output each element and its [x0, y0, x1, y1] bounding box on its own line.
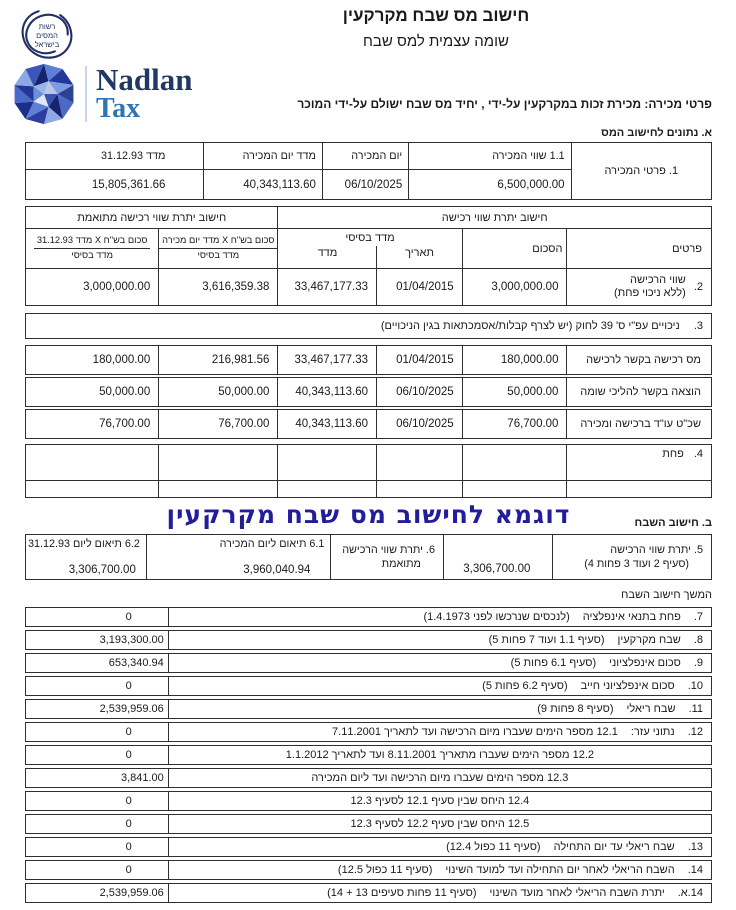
- deduction-date: 06/10/2025: [376, 378, 462, 406]
- row-number: 7.: [693, 611, 703, 623]
- empty-cell: [376, 481, 462, 497]
- fraction-denominator-93: מדד בסיסי: [71, 250, 113, 260]
- row-note: (סעיף 1.1 ועוד 7 פחות 5): [488, 634, 605, 646]
- item62-header: 6.2 תיאום ליום 31.12.93: [27, 538, 140, 550]
- row-label: פחת בתנאי אינפלציה: [582, 611, 681, 623]
- sale-date-column: [322, 143, 408, 199]
- authority-logo-line2: המסים: [36, 31, 58, 40]
- adjusted-sale-day-header: [158, 229, 277, 268]
- deduction-label: שכ"ט עו"ד ברכישה ומכירה: [566, 410, 711, 438]
- deduction-row-assessment-expense: [25, 377, 712, 407]
- row-value: 653,340.94: [108, 657, 164, 669]
- adjusted-93-header: [26, 229, 158, 268]
- acquisition-value-table: [25, 206, 712, 306]
- row-value: 0: [125, 795, 132, 807]
- empty-cell: [566, 481, 711, 497]
- acquisition-amount: 3,000,000.00: [462, 269, 567, 305]
- sale-row-label-text: 1. פרטי המכירה: [604, 165, 679, 177]
- row-note: (סעיף 6.1 פחות 5): [510, 657, 597, 669]
- calc-row-12-2: [25, 745, 712, 765]
- row-number: 2.: [693, 281, 703, 293]
- section-a-heading: א. נתונים לחישוב המס: [601, 127, 712, 139]
- row-value: 3,193,300.00: [99, 634, 164, 646]
- item62-value: 3,306,700.00: [68, 564, 136, 576]
- deduction-index: 40,343,113.60: [277, 378, 376, 406]
- empty-cell: [158, 481, 277, 497]
- empty-cell: [462, 481, 567, 497]
- item5-line2: (סעיף 2 ועוד 3 פחות 4): [584, 558, 689, 570]
- deduction-index: 40,343,113.60: [277, 410, 376, 438]
- tax-authority-logo: [20, 5, 74, 68]
- column-header-row: [26, 229, 711, 269]
- calc-row-14: [25, 860, 712, 880]
- brand-name: Nadlan: [96, 62, 193, 98]
- row-note: (לנכסים שנרכשו לפני 1.4.1973): [423, 611, 570, 623]
- continuation-label: המשך חישוב השבח: [621, 589, 712, 601]
- row-label: נתוני עזר:: [630, 726, 675, 738]
- deduction-adjusted-sale-day: 50,000.00: [158, 378, 277, 406]
- empty-row: [26, 481, 711, 497]
- row-note: (סעיף 11 כפול 12.5): [337, 864, 433, 876]
- depreciation-row: [26, 445, 711, 481]
- row-number: 11.: [688, 703, 703, 715]
- row-label: סכום אינפלציוני חייב: [580, 680, 675, 692]
- document-body: [0, 142, 736, 903]
- row-note: 12.1 מספר הימים שעברו מיום הרכישה ועד לתאריך 7.11.2001: [332, 726, 618, 738]
- calc-row-11: [25, 699, 712, 719]
- row-value: 0: [125, 841, 132, 853]
- deduction-amount: 180,000.00: [462, 346, 567, 374]
- depreciation-label: [566, 445, 711, 480]
- item5-value: 3,306,700.00: [443, 535, 552, 579]
- row-label: שבח ריאלי עד יום התחילה: [553, 841, 675, 853]
- deduction-adjusted-sale-day: 216,981.56: [158, 346, 277, 374]
- acquisition-label-line2: (ללא ניכוי פחת): [613, 287, 686, 299]
- page-title: חישוב מס שבח מקרקעין: [342, 6, 530, 25]
- sale-details-table: [25, 142, 712, 200]
- empty-cell: [26, 481, 158, 497]
- watermark-example-title: דוגמא לחישוב מס שבח מקרקעין: [166, 500, 571, 529]
- sale-details-line: פרטי מכירה: מכירת זכות במקרקעין על-ידי , יחיד מס שבח ישולם על-ידי המוכר: [297, 97, 712, 111]
- acquisition-adjusted-93: 3,000,000.00: [83, 281, 151, 293]
- deduction-row-purchase-tax: [25, 345, 712, 375]
- calc-row-10: [25, 676, 712, 696]
- row-label: השבח הריאלי לאחר יום התחילה ועד למועד השינוי: [445, 864, 675, 876]
- empty-cell: [277, 445, 376, 480]
- deduction-adjusted-93: 50,000.00: [99, 386, 151, 398]
- index-93-column: [26, 143, 203, 199]
- deduction-row-legal-fees: [25, 409, 712, 439]
- deduction-date: 01/04/2015: [376, 346, 462, 374]
- calc-row-12-5: [25, 814, 712, 834]
- page-subtitle: שומה עצמית למס שבח: [363, 33, 509, 50]
- calc-row-12-4: [25, 791, 712, 811]
- row-value: 0: [125, 749, 132, 761]
- sale-date: 06/10/2025: [344, 178, 403, 191]
- row-label: 12.2 מספר הימים שעברו מתאריך 8.11.2001 ועד לתאריך 1.1.2012: [285, 749, 595, 761]
- sale-day-index-column: [203, 143, 322, 199]
- calc-row-7: [25, 607, 712, 627]
- calc-row-8: [25, 630, 712, 650]
- calc-row-9: [25, 653, 712, 673]
- deduction-date: 06/10/2025: [376, 410, 462, 438]
- row-value: 0: [125, 818, 132, 830]
- deduction-adjusted-93: 76,700.00: [99, 418, 151, 430]
- row-label: 12.4 היחס שבין סעיף 12.1 לסעיף 12.3: [350, 795, 530, 807]
- row-label: שבח מקרקעין: [617, 634, 681, 646]
- deductions-note: [25, 313, 712, 339]
- empty-cell: [26, 445, 158, 480]
- row-value: 2,539,959.06: [99, 703, 164, 715]
- row-number: 10.: [687, 680, 703, 692]
- item61-value: 3,960,040.94: [243, 564, 311, 576]
- section-b-heading: ב. חישוב השבח: [634, 517, 712, 529]
- calc-row-12: [25, 722, 712, 742]
- sale-date-header: יום המכירה: [323, 143, 408, 170]
- deduction-amount: 50,000.00: [462, 378, 567, 406]
- row-label: יתרת השבח הריאלי לאחר מועד השינוי: [489, 887, 665, 899]
- sale-value-header: 1.1 שווי המכירה: [409, 143, 570, 170]
- depreciation-table: [25, 444, 712, 498]
- calc-row-14a: [25, 883, 712, 903]
- row-number: 14.א.: [677, 887, 703, 899]
- row-value: 2,539,959.06: [99, 887, 164, 899]
- authority-logo-line1: רשות: [38, 22, 56, 31]
- depreciation-label-text: פחת: [662, 448, 684, 460]
- acquisition-row-label: [566, 269, 711, 305]
- deduction-adjusted-93: 180,000.00: [92, 354, 151, 366]
- empty-cell: [158, 445, 277, 480]
- row-value: 0: [125, 726, 132, 738]
- item6-line2: מתואמת: [381, 558, 421, 570]
- row-number: 4.: [693, 448, 703, 460]
- row-number: 3.: [693, 320, 703, 332]
- item62-cell: [26, 535, 146, 579]
- row-note: (סעיף 11 כפול 12.4): [446, 841, 541, 853]
- authority-logo-line3: בישראל: [34, 40, 60, 49]
- sale-day-index: 40,343,113.60: [243, 178, 316, 191]
- date-subheader: תאריך: [376, 246, 461, 268]
- group-header-acquisition: חישוב יתרת שווי רכישה: [277, 207, 711, 228]
- row-note: (סעיף 11 פחות סעיפים 13 + 14): [327, 887, 477, 899]
- item5-line1: יתרת שווי הרכישה: [610, 544, 691, 556]
- row-number: 5.: [693, 544, 703, 556]
- row-number: 9.: [693, 657, 703, 669]
- row-number: 14.: [687, 864, 703, 876]
- row-label: 12.5 היחס שבין סעיף 12.2 לסעיף 12.3: [350, 818, 530, 830]
- deduction-label: הוצאה בקשר להליכי שומה: [566, 378, 711, 406]
- brand-wordmark: [96, 62, 193, 124]
- sale-row-label: [571, 143, 711, 199]
- base-index-title: מדד בסיסי: [345, 231, 395, 244]
- amount-header: הסכום: [462, 229, 567, 268]
- acquisition-index: 33,467,177.33: [277, 269, 376, 305]
- deduction-index: 33,467,177.33: [277, 346, 376, 374]
- row-note: (סעיף 8 פחות 9): [537, 703, 614, 715]
- deductions-note-text: ניכויים עפ"י ס' 39 לחוק (יש לצרף קבלות/אסמכתאות בגין הניכויים): [380, 320, 680, 332]
- acquisition-label-line1: שווי הרכישה: [630, 274, 686, 286]
- row-value: 0: [125, 864, 132, 876]
- item5-label: [552, 535, 711, 579]
- index-93-value: 15,805,361.66: [91, 178, 166, 191]
- calc-row-13: [25, 837, 712, 857]
- group-header-adjusted: חישוב יתרת שווי רכישה מתואמת: [77, 211, 227, 224]
- appreciation-summary-table: [25, 534, 712, 580]
- watermark-strip: [25, 500, 712, 534]
- base-index-header: [277, 229, 461, 268]
- empty-cell: [376, 445, 462, 480]
- acquisition-row: [26, 269, 711, 305]
- details-header: פרטים: [566, 229, 711, 268]
- logo-divider: [85, 66, 87, 122]
- item6-label: [330, 535, 443, 579]
- document-header: [0, 0, 736, 142]
- item61-cell: [146, 535, 331, 579]
- row-label: שבח ריאלי: [626, 703, 676, 715]
- row-value: 3,841.00: [120, 772, 164, 784]
- deduction-amount: 76,700.00: [462, 410, 567, 438]
- fraction-denominator-sale: מדד בסיסי: [197, 250, 240, 260]
- fraction-numerator-sale: סכום בש"ח X מדד יום מכירה: [159, 235, 277, 249]
- row-number: 12.: [687, 726, 703, 738]
- item6-line1: 6. יתרת שווי הרכישה: [342, 544, 435, 556]
- sale-value-column: [408, 143, 570, 199]
- gem-icon: [12, 62, 76, 126]
- group-header-row: [26, 207, 711, 229]
- row-value: 0: [125, 680, 132, 692]
- index-subheader: מדד: [317, 247, 338, 259]
- row-label: 12.3 מספר הימים שעברו מיום הרכישה ועד ליום המכירה: [311, 772, 569, 784]
- empty-cell: [462, 445, 567, 480]
- tax-authority-swirl-icon: [20, 5, 74, 63]
- deduction-adjusted-sale-day: 76,700.00: [158, 410, 277, 438]
- deduction-label: מס רכישה בקשר לרכישה: [566, 346, 711, 374]
- index-93-header: מדד 31.12.93: [26, 143, 203, 170]
- sale-day-index-header: מדד יום המכירה: [204, 143, 322, 170]
- empty-cell: [277, 481, 376, 497]
- calc-row-12-3: [25, 768, 712, 788]
- title-block: [256, 6, 616, 50]
- sale-value: 6,500,000.00: [497, 178, 565, 191]
- row-label: סכום אינפלציוני: [609, 657, 681, 669]
- acquisition-adjusted-sale-day: 3,616,359.38: [158, 269, 277, 305]
- row-number: 13.: [687, 841, 703, 853]
- row-note: (סעיף 6.2 פחות 5): [482, 680, 568, 692]
- row-number: 8.: [693, 634, 703, 646]
- nadlan-tax-logo: [12, 62, 192, 126]
- fraction-numerator-93: סכום בש"ח X מדד 31.12.93: [34, 235, 151, 249]
- acquisition-date: 01/04/2015: [376, 269, 462, 305]
- row-value: 0: [125, 611, 132, 623]
- item61-header: 6.1 תיאום ליום המכירה: [219, 538, 325, 550]
- brand-sub: Tax: [96, 92, 141, 124]
